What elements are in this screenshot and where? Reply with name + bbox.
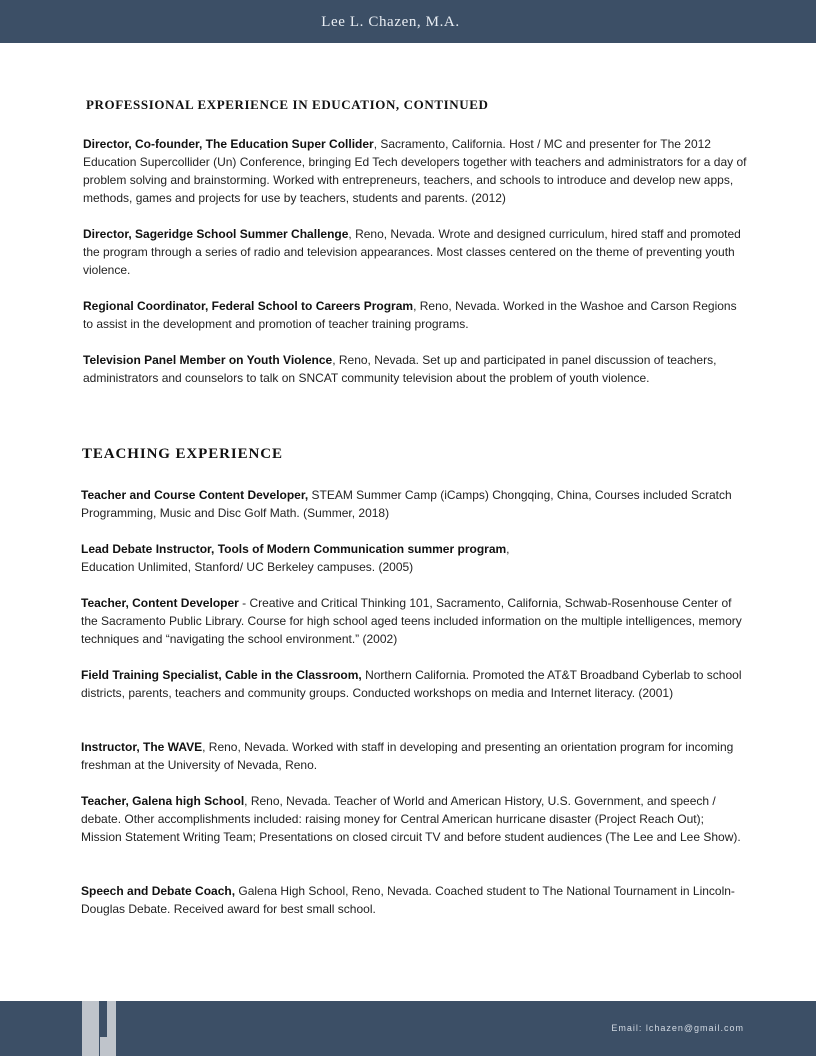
experience-entry [83,351,723,387]
entry-role: Field Training Specialist, Cable in the Classroom, [81,668,362,682]
entry-role: Teacher and Course Content Developer, [81,488,309,502]
teaching-entry [81,540,744,576]
entry-role: Television Panel Member on Youth Violence [83,353,333,367]
entry-role: Lead Debate Instructor, Tools of Modern Communication summer program [81,542,507,556]
entry-text: , Sacramento, California. Host / MC and presenter for The 2012 Education Supercollider (Un) Conference, bringing Ed Tech developers together with teachers and administrators for a day of problem solving and brainstorming. Worked with entrepreneurs, teachers, and schools to introduce and develop new apps, methods, games and projects for use by teachers, students and parents. (2012) [83,137,747,205]
footer-decor-bar [107,1001,116,1056]
section-title-education-continued: PROFESSIONAL EXPERIENCE IN EDUCATION, CONTINUED [86,97,489,112]
page-footer-bar [0,1001,816,1056]
experience-entry [83,297,743,333]
teaching-entry [81,594,746,648]
footer-decor-bar [82,1001,99,1056]
entry-role: Teacher, Galena high School [81,794,245,808]
entry-text: Galena High School, Reno, Nevada. Coached student to The National Tournament in Lincoln- Douglas Debate. Received award for best small school. [81,884,735,916]
entry-role: Director, Co-founder, The Education Super Collider [83,137,374,151]
entry-text: , Reno, Nevada. Worked in the Washoe and Carson Regions to assist in the development and promotion of teacher training programs. [83,299,737,331]
entry-text: Northern California. Promoted the AT&T Broadband Cyberlab to school districts, parents, teachers and community groups. Conducted workshops on media and Internet literacy. (2001) [81,668,742,700]
section-title-teaching: TEACHING EXPERIENCE [82,446,283,462]
header-name: Lee L. Chazen, M.A. [321,14,460,30]
teaching-entry [81,738,744,774]
entry-text: STEAM Summer Camp (iCamps) Chongqing, China, Courses included Scratch Programming, Music and Disc Golf Math. (Summer, 2018) [81,488,732,520]
entry-text: , Reno, Nevada. Set up and participated in panel discussion of teachers, administrators and counselors to talk on SNCAT community television about the problem of youth violence. [83,353,717,385]
footer-decor-bar [100,1037,107,1056]
experience-entry [83,225,750,279]
entry-role: Regional Coordinator, Federal School to Careers Program [83,299,414,313]
entry-text: , Reno, Nevada. Teacher of World and American History, U.S. Government, and speech / debate. Other accomplishments included: raising money for Central American hurricane disaster (Project Reach Out); Mission Statement Writing Team; Presentations on closed circuit TV and before student audiences (The Lee and Lee Show). [81,794,741,844]
entry-text: , Reno, Nevada. Worked with staff in developing and presenting an orientation program for incoming freshman at the University of Nevada, Reno. [81,740,734,772]
entry-role: Speech and Debate Coach, [81,884,236,898]
entry-role: Teacher, Content Developer [81,596,239,610]
teaching-entry [81,882,741,918]
experience-entry [83,135,748,207]
page-header-bar [0,0,816,43]
entry-text: , Reno, Nevada. Wrote and designed curriculum, hired staff and promoted the program through a series of radio and television appearances. Most classes centered on the theme of preventing youth violence. [83,227,741,277]
footer-email: Email: lchazen@gmail.com [611,1023,744,1033]
entry-text: , Education Unlimited, Stanford/ UC Berkeley campuses. (2005) [81,542,510,574]
entry-text: - Creative and Critical Thinking 101, Sacramento, California, Schwab-Rosenhouse Center of the Sacramento Public Library. Course for high school aged teens included information on the multiple intelligences, memory techniques and “navigating the school environment.” (2002) [81,596,742,646]
teaching-entry [81,486,744,522]
entry-role: Instructor, The WAVE [81,740,203,754]
teaching-entry [81,666,749,702]
entry-role: Director, Sageridge School Summer Challenge [83,227,349,241]
teaching-entry [81,792,744,846]
